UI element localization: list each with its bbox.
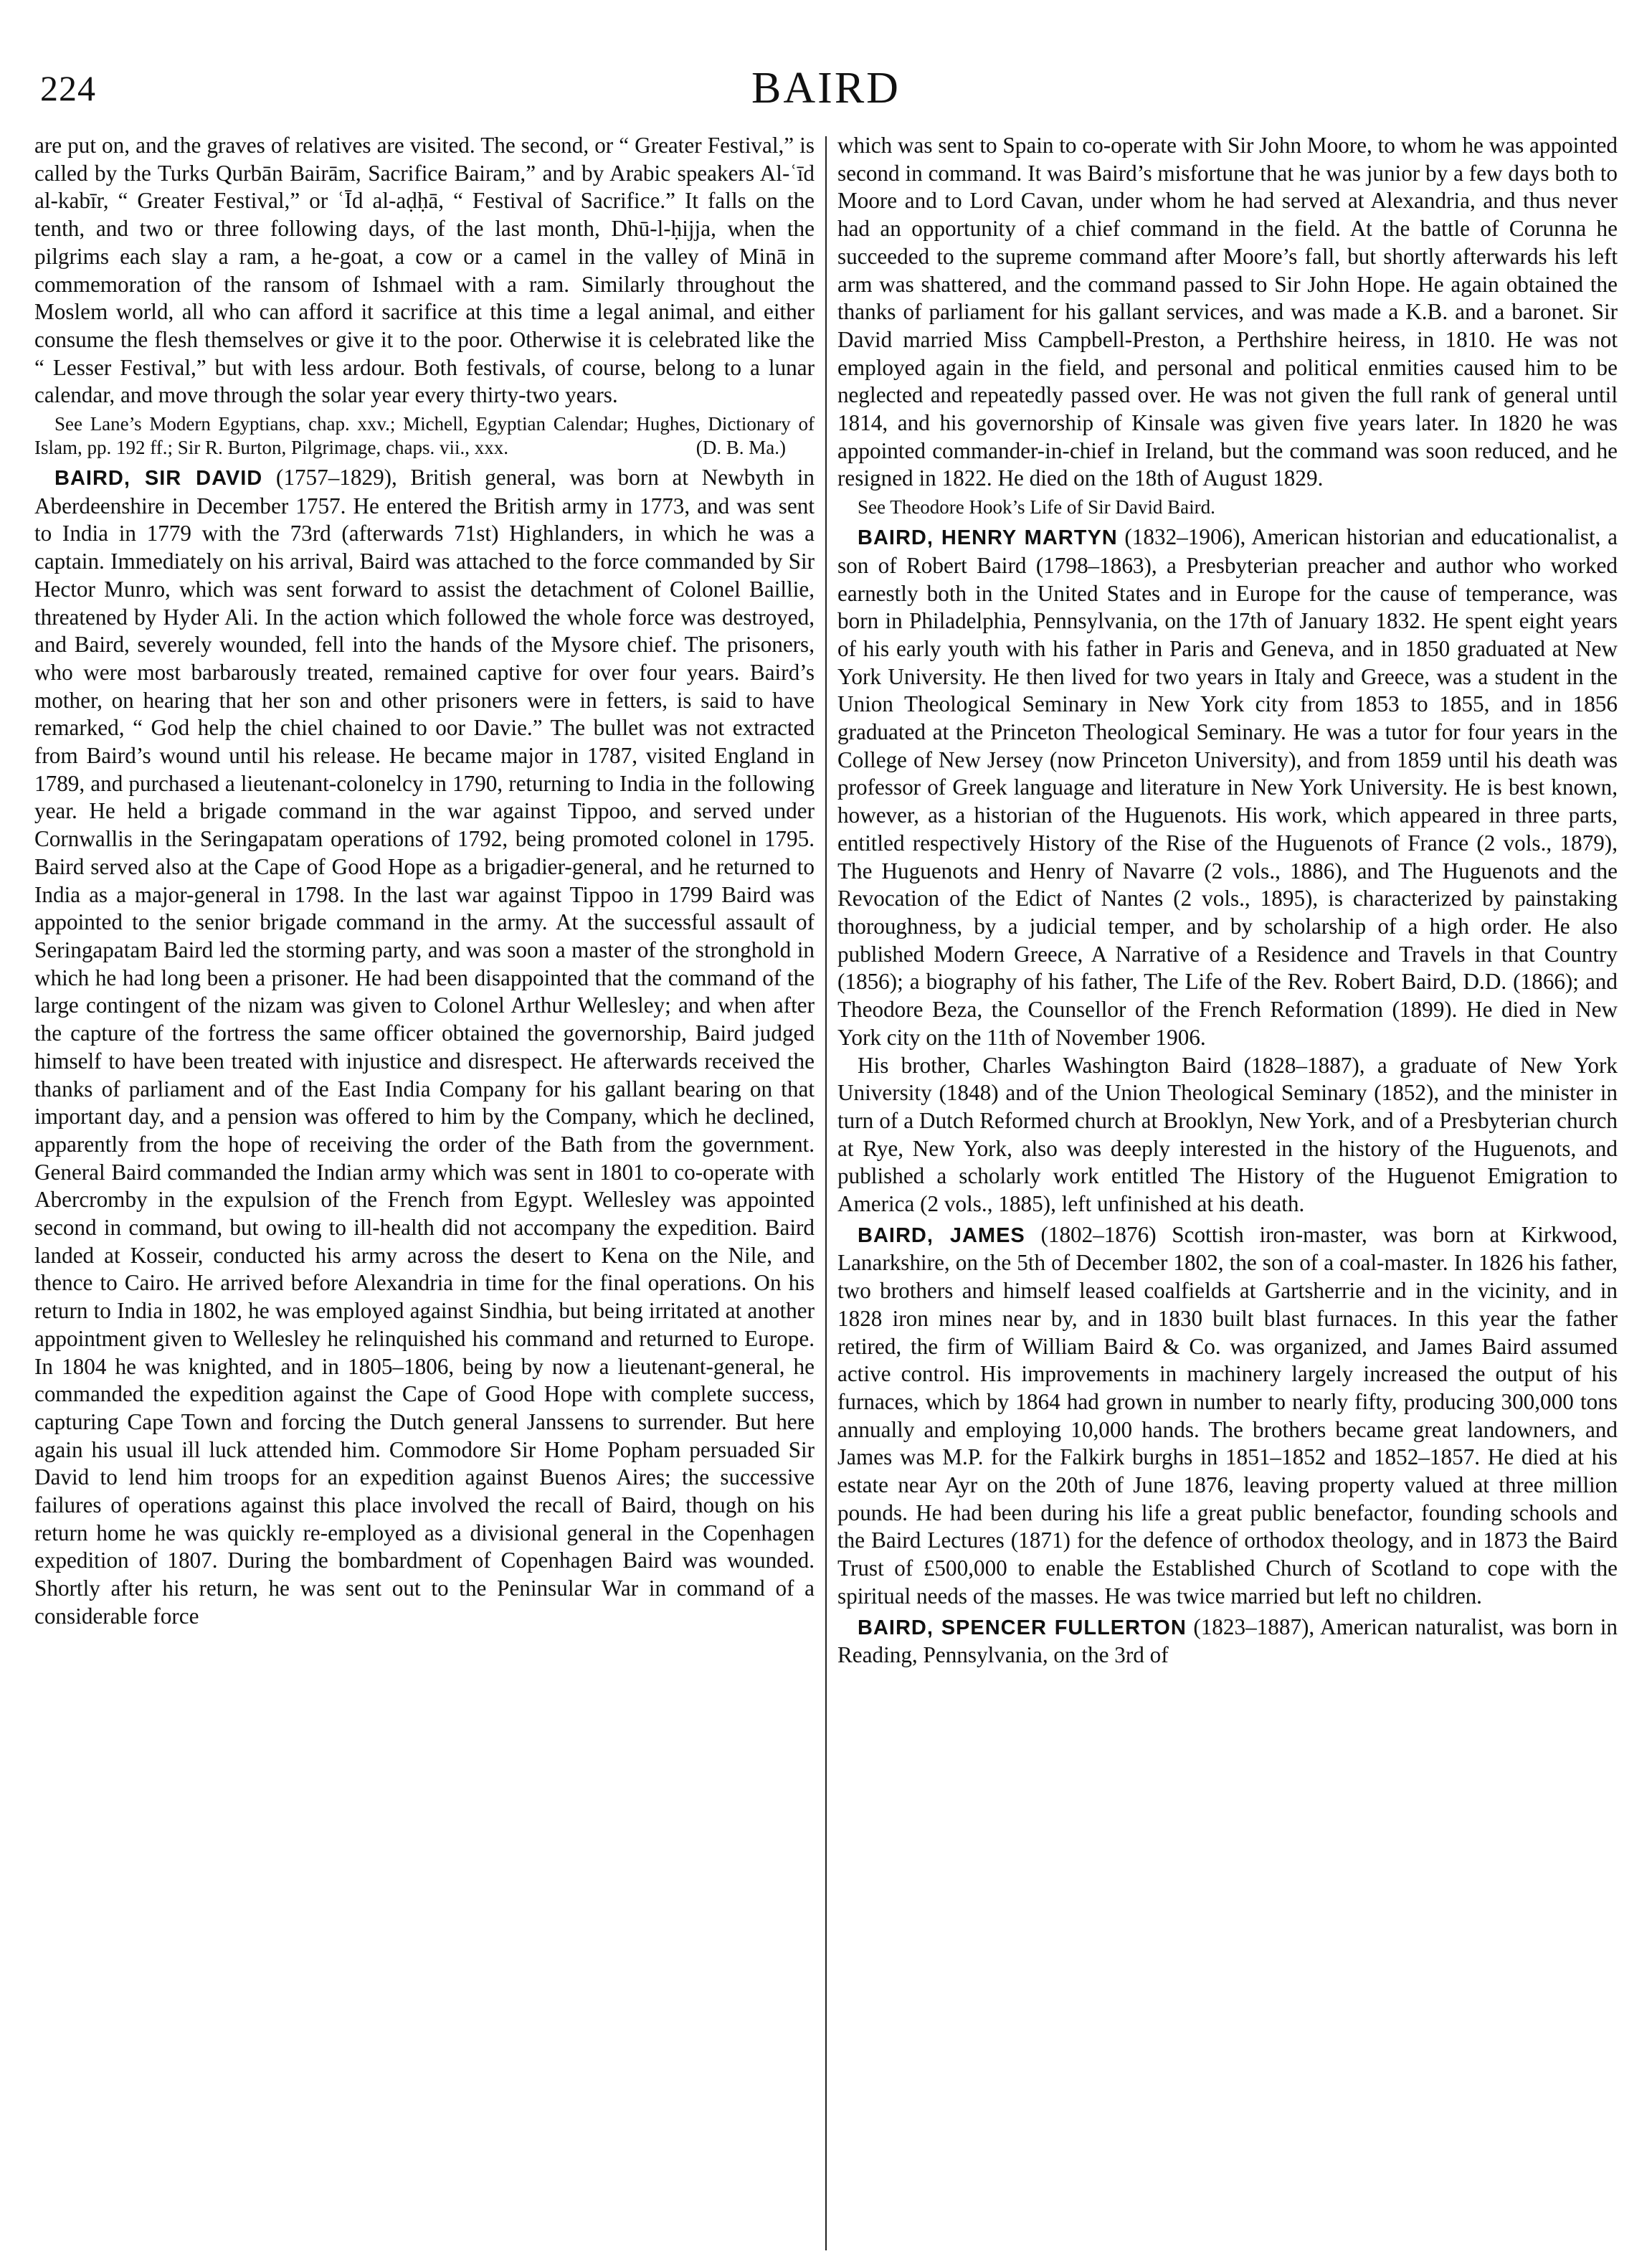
article-entry <box>34 464 815 1631</box>
article-entry <box>837 1221 1618 1611</box>
column-divider <box>825 136 827 2250</box>
right-column <box>837 132 1618 2255</box>
author-signature: (D. B. Ma.) <box>696 437 786 459</box>
paragraph-text: (1757–1829), British general, was born at Newbyth in Aberdeenshire in December 1757. He entered the British army in 1773, and was sent to India in 1779 with the 73rd (afterwards 71st) Highlanders, in which he was a captain. Immediately on his arrival, Baird was attached to the force commanded by Sir Hector Munro, which was sent forward to assist the detachment of Colonel Baillie, threatened by Hyder Ali. In the action which followed the whole force was destroyed, and Baird, severely wounded, fell into the hands of the Mysore chief. The prisoners, who were most barbarously treated, remained captive for over four years. Baird’s mother, on hearing that her son and other prisoners were in fetters, is said to have remarked, “ God help the chiel chained to oor Davie.” The bullet was not extracted from Baird’s wound until his release. He became major in 1787, visited England in 1789, and purchased a lieutenant-colonelcy in 1790, returning to India in the following year. He held a brigade command in the war against Tippoo, and served under Cornwallis in the Seringapatam operations of 1792, being promoted colonel in 1795. Baird served also at the Cape of Good Hope as a brigadier-general, and he returned to India as a major-general in 1798. In the last war against Tippoo in 1799 Baird was appointed to the senior brigade command in the army. At the successful assault of Seringapatam Baird led the storming party, and was soon a master of the stronghold in which he had long been a prisoner. He had been disappointed that the command of the large contingent of the nizam was given to Colonel Arthur Wellesley; and when after the capture of the fortress the same officer obtained the governorship, Baird judged himself to have been treated with injustice and disrespect. He afterwards received the thanks of parliament and of the East India Company for his gallant bearing on that important day, and a pension was offered to him by the Company, which he declined, apparently from the hope of receiving the order of the Bath from the government. General Baird commanded the Indian army which was sent in 1801 to co-operate with Abercromby in the expulsion of the French from Egypt. Wellesley was appointed second in command, but owing to ill-health did not accompany the expedition. Baird landed at Kosseir, conducted his army across the desert to Kena on the Nile, and thence to Cairo. He arrived before Alexandria in time for the final operations. On his return to India in 1802, he was employed against Sindhia, but being irritated at another appointment given to Wellesley he relinquished his command and returned to Europe. In 1804 he was knighted, and in 1805–1806, being by now a lieutenant-general, he commanded the expedition against the Cape of Good Hope with complete success, capturing Cape Town and forcing the Dutch general Janssens to surrender. But here again his usual ill luck attended him. Commodore Sir Home Popham persuaded Sir David to lend him troops for an expedition against Buenos Aires; the successive failures of operations against this place involved the recall of Baird, though on his return home he was quickly re-employed as a divisional general in the Copenhagen expedition of 1807. During the bombardment of Copenhagen Baird was wounded. Shortly after his return, he was sent out to the Peninsular War in command of a considerable force <box>34 465 815 1629</box>
article-entry <box>837 524 1618 1051</box>
paragraph <box>837 132 1618 493</box>
paragraph-text: See Theodore Hook’s Life of Sir David Baird. <box>858 496 1215 518</box>
paragraph-text: His brother, Charles Washington Baird (1828–1887), a graduate of New York University (1848) and of the Union Theological Seminary (1852), and the minister in turn of a Dutch Reformed church at Brooklyn, New York, and of a Presbyterian church at Rye, New York, also was deeply interested in the history of the Huguenots, and published a scholarly work entitled The History of the Huguenot Emigration to America (2 vols., 1885), left unfinished at his death. <box>837 1052 1618 1217</box>
paragraph-text: (1802–1876) Scottish iron-master, was born at Kirkwood, Lanarkshire, on the 5th of December 1802, the son of a coal-master. In 1826 his father, two brothers and himself leased coalfields at Gartsherrie and in the vicinity, and in 1828 iron mines near by, and in 1830 built blast furnaces. In this year the father retired, the firm of William Baird & Co. was organized, and James Baird assumed active control. His improvements in machinery largely increased the output of his furnaces, which by 1864 had grown in number to nearly fifty, producing 300,000 tons annually and employing 10,000 hands. The brothers became great landowners, and James was M.P. for the Falkirk burghs in 1851–1852 and 1852–1857. He died at his estate near Ayr on the 20th of June 1876, leaving property valued at three million pounds. He had been during his life a great public benefactor, founding schools and the Baird Lectures (1871) for the defence of orthodox theology, and in 1873 the Baird Trust of £500,000 to enable the Established Church of Scotland to cope with the spiritual needs of the masses. He was twice married but left no children. <box>837 1221 1618 1609</box>
paragraph-text: are put on, and the graves of relatives are visited. The second, or “ Greater Festival,” is called by the Turks Qurbān Bairām, Sacrifice Bairam,” and by Arabic speakers Al-ʿīd al-kabīr, “ Greater Festival,” or ʿĪd al-aḍḥā, “ Festival of Sacrifice.” It falls on the tenth, and two or three following days, of the last month, Dhū-l-ḥijja, when the pilgrims each slay a ram, a he-goat, a cow or a camel in the valley of Minā in commemoration of the ransom of Ishmael with a ram. Similarly throughout the Moslem world, all who can afford it sacrifice at this time a legal animal, and either consume the flesh themselves or give it to the poor. Otherwise it is celebrated like the “ Lesser Festival,” but with less ardour. Both festivals, of course, belong to a lunar calendar, and move through the solar year every thirty-two years. <box>34 133 815 408</box>
page-header <box>34 63 1618 128</box>
bibliography-note <box>837 496 1618 519</box>
entry-headword: BAIRD, SPENCER FULLERTON <box>858 1616 1187 1639</box>
left-column <box>34 132 815 2255</box>
entry-headword: BAIRD, JAMES <box>858 1223 1025 1247</box>
paragraph-text: (1823–1887), American naturalist, was born in Reading, Pennsylvania, on the 3rd of <box>837 1614 1618 1668</box>
article-entry <box>837 1614 1618 1669</box>
paragraph-text: See Lane’s Modern Egyptians, chap. xxv.; Michell, Egyptian Calendar; Hughes, Dictionary of Islam, pp. 192 ff.; Sir R. Burton, Pilgrimage, chaps. vii., xxx. <box>34 413 815 459</box>
paragraph-text: which was sent to Spain to co-operate with Sir John Moore, to whom he was appointed second in command. It was Baird’s misfortune that he was junior by a few days both to Moore and to Lord Cavan, under whom he had served at Alexandria, and thus never had an opportunity of a chief command in the field. At the battle of Corunna he succeeded to the supreme command after Moore’s fall, but shortly afterwards his left arm was shattered, and the command passed to Sir John Hope. He again obtained the thanks of parliament for his gallant services, and was made a K.B. and a baronet. Sir David married Miss Campbell-Preston, a Perthshire heiress, in 1810. He was not employed again in the field, and personal and political enmities caused him to be neglected and repeatedly passed over. He was not given the full rank of general until 1814, and his governorship of Kinsale was given five years later. In 1820 he was appointed commander-in-chief in Ireland, but the command was soon reduced, and he resigned in 1822. He died on the 18th of August 1829. <box>837 133 1618 491</box>
entry-headword: BAIRD, HENRY MARTYN <box>858 526 1118 550</box>
page-number: 224 <box>40 68 96 108</box>
running-title: BAIRD <box>751 64 901 113</box>
bibliography-note <box>34 412 815 460</box>
paragraph <box>34 132 815 409</box>
paragraph <box>837 1052 1618 1218</box>
paragraph-text: (1832–1906), American historian and educationalist, a son of Robert Baird (1798–1863), a Presbyterian preacher and author who worked earnestly both in the United States and in Europe for the cause of temperance, was born in Philadelphia, Pennsylvania, on the 17th of January 1832. He spent eight years of his early youth with his father in Paris and Geneva, and in 1850 graduated at New York University. He then lived for two years in Italy and Greece, was a student in the Union Theological Seminary in New York city from 1853 to 1855, and in 1856 graduated at the Princeton Theological Seminary. He was a tutor for four years in the College of New Jersey (now Princeton University), and from 1859 until his death was professor of Greek language and literature in New York University. He is best known, however, as a historian of the Huguenots. His work, which appeared in three parts, entitled respectively History of the Rise of the Huguenots of France (2 vols., 1879), The Huguenots and Henry of Navarre (2 vols., 1886), and The Huguenots and the Revocation of the Edict of Nantes (2 vols., 1895), is characterized by painstaking thoroughness, by a judicial temper, and by scholarship of a high order. He also published Modern Greece, A Narrative of a Residence and Travels in that Country (1856); a biography of his father, The Life of the Rev. Robert Baird, D.D. (1866); and Theodore Beza, the Counsellor of the French Reformation (1899). He died in New York city on the 11th of November 1906. <box>837 524 1618 1050</box>
entry-headword: BAIRD, SIR DAVID <box>54 467 263 491</box>
text-columns <box>34 132 1618 2255</box>
